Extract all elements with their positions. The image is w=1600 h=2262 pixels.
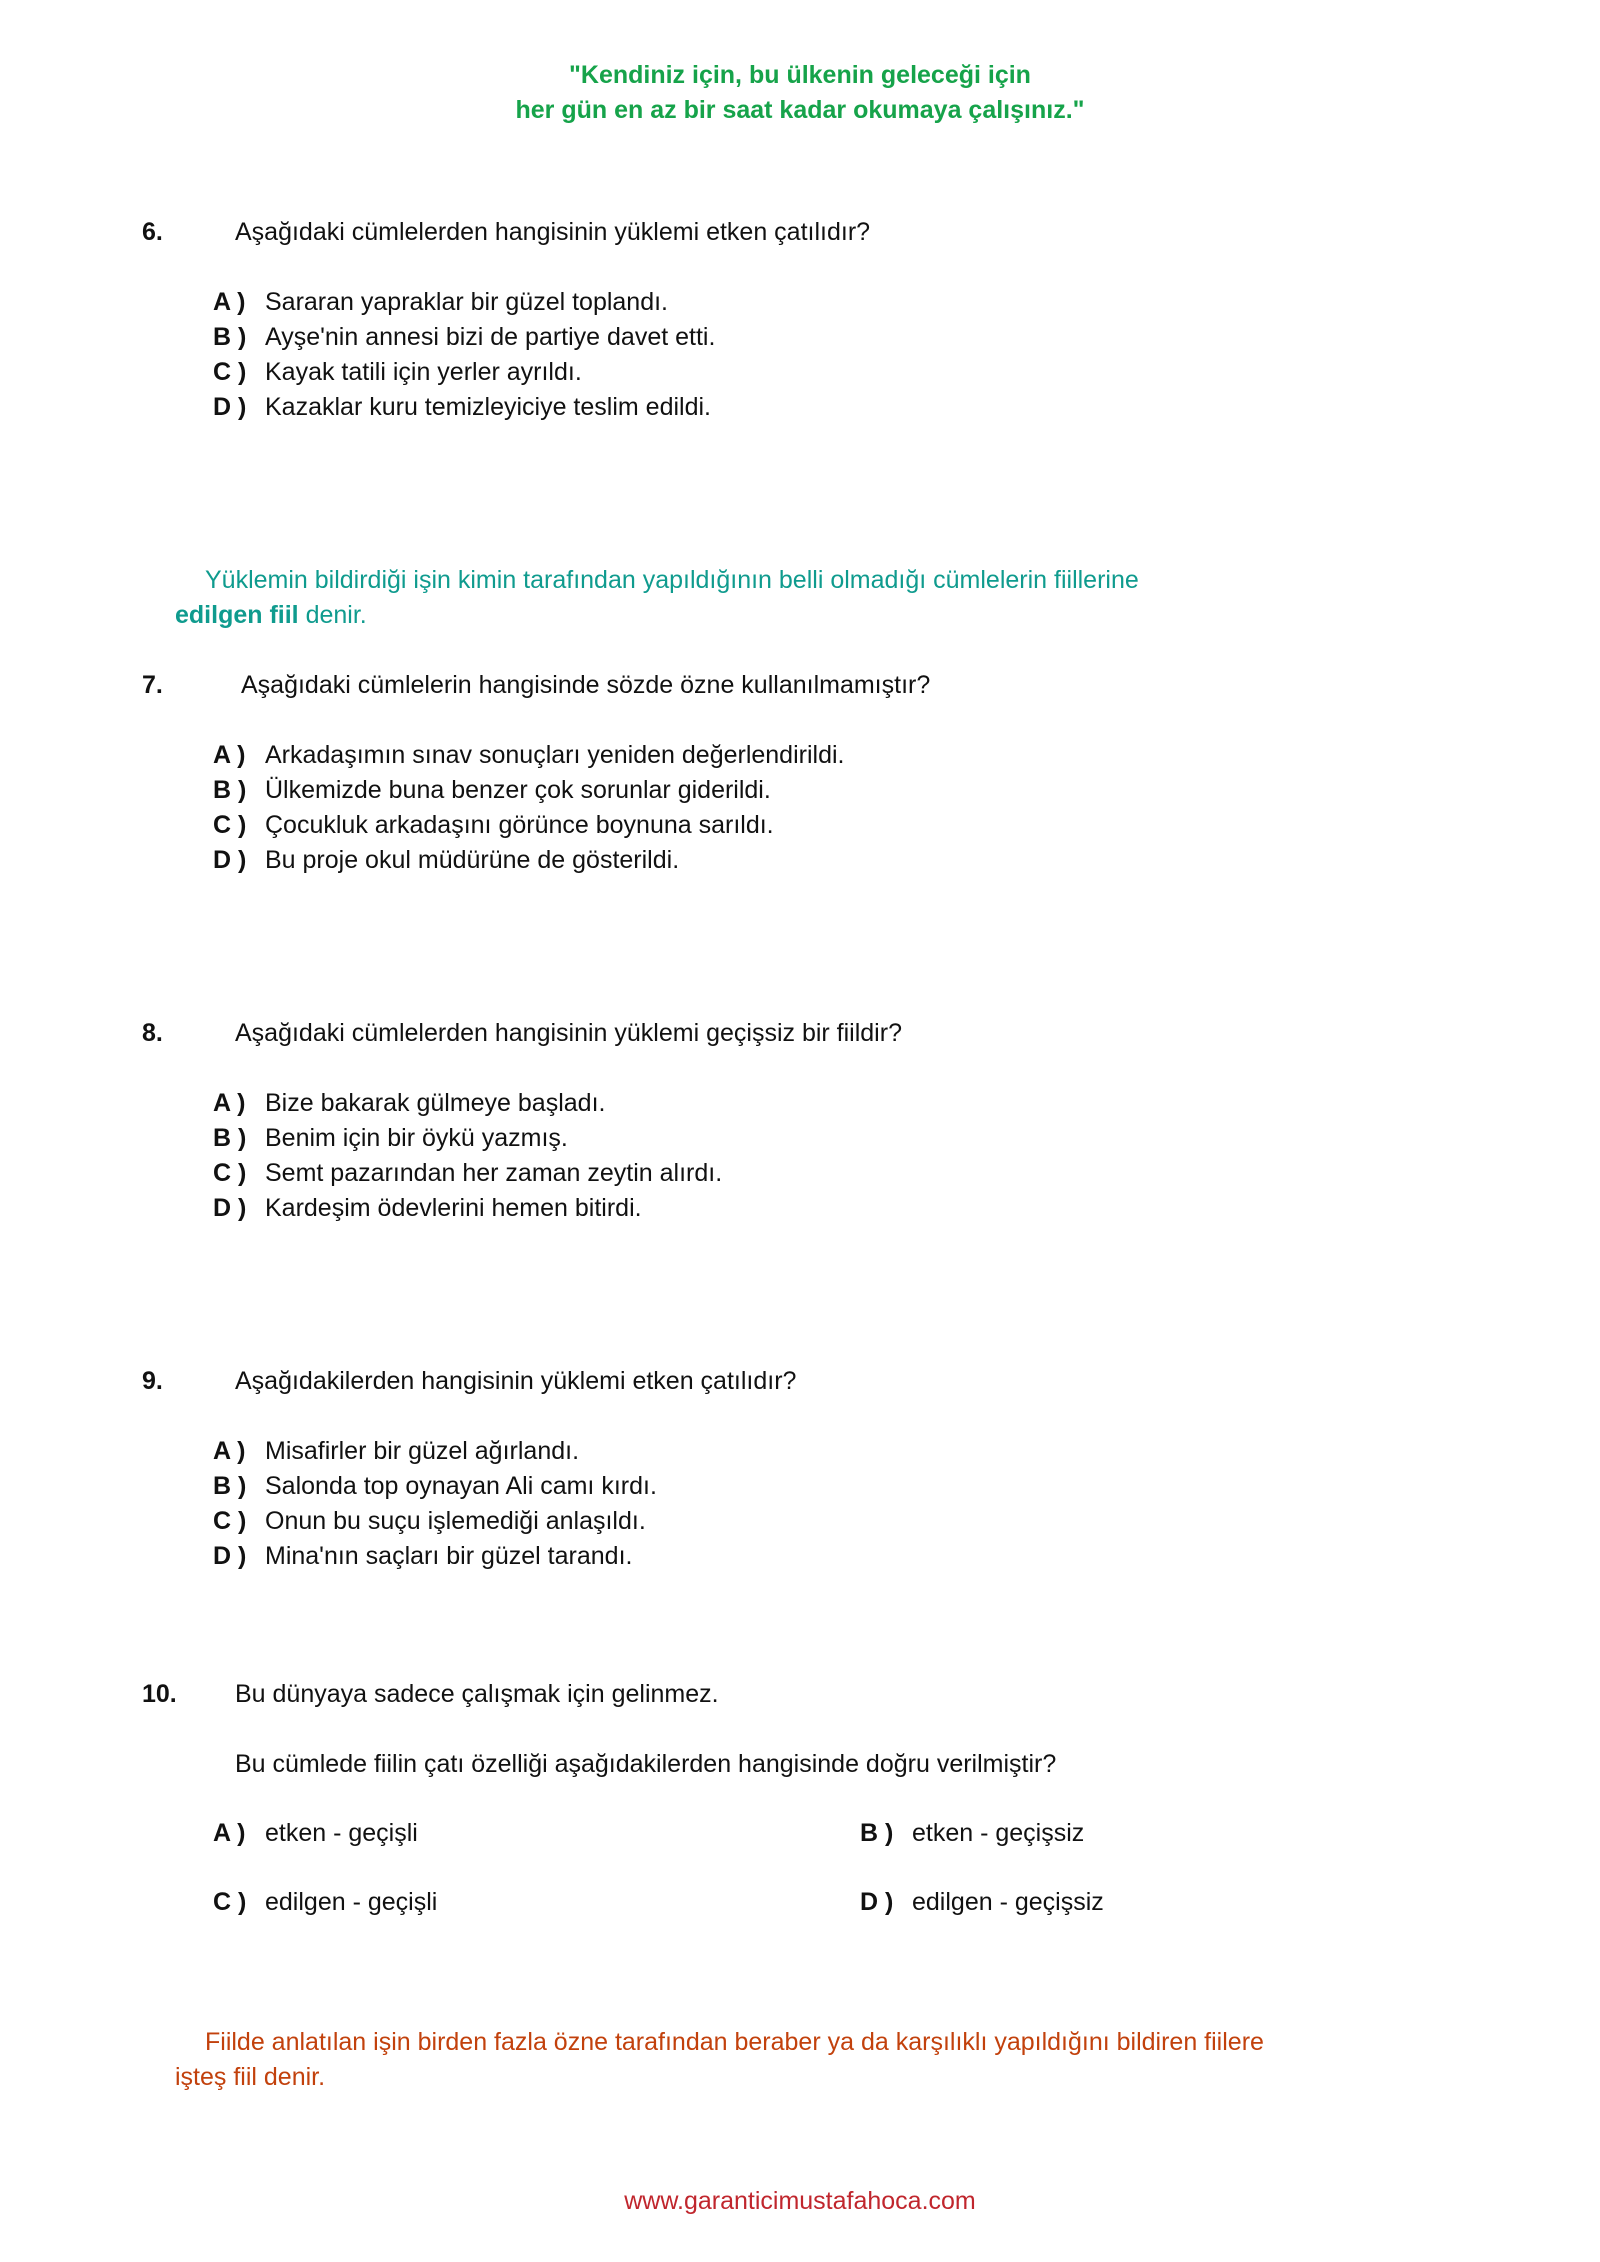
option-b[interactable]: B ) Salonda top oynayan Ali camı kırdı. [213,1472,657,1500]
option-b[interactable]: B ) Ayşe'nin annesi bizi de partiye davet etti. [213,323,716,351]
question-number: 9. [142,1367,163,1395]
question-text: Aşağıdaki cümlelerin hangisinde sözde özne kullanılmamıştır? [241,671,931,699]
note-line-2: edilgen fiil denir. [175,601,367,629]
option-a[interactable]: A ) Misafirler bir güzel ağırlandı. [213,1437,580,1465]
option-a[interactable]: A ) etken - geçişli [213,1819,418,1847]
question-number: 7. [142,671,163,699]
option-c[interactable]: C ) edilgen - geçişli [213,1888,438,1916]
option-d[interactable]: D ) Bu proje okul müdürüne de gösterildi. [213,846,680,874]
info-note-edilgen [175,563,1139,633]
question-number: 6. [142,218,163,246]
option-d[interactable]: D ) edilgen - geçişsiz [860,1888,1104,1916]
question-text: Aşağıdakilerden hangisinin yüklemi etken çatılıdır? [235,1367,797,1395]
question-number: 10. [142,1680,177,1708]
option-c[interactable]: C ) Kayak tatili için yerler ayrıldı. [213,358,582,386]
quote-line-1: "Kendiniz için, bu ülkenin geleceği için [569,61,1031,89]
question-text: Bu dünyaya sadece çalışmak için gelinmez. [235,1680,719,1708]
header-quote [0,58,1600,128]
option-a[interactable]: A ) Arkadaşımın sınav sonuçları yeniden değerlendirildi. [213,741,845,769]
option-c[interactable]: C ) Semt pazarından her zaman zeytin alırdı. [213,1159,723,1187]
option-a[interactable]: A ) Sararan yapraklar bir güzel toplandı. [213,288,669,316]
quote-line-2: her gün en az bir saat kadar okumaya çalışınız." [515,96,1085,124]
option-b[interactable]: B ) Benim için bir öykü yazmış. [213,1124,568,1152]
option-d[interactable]: D ) Mina'nın saçları bir güzel tarandı. [213,1542,633,1570]
note-line-2: işteş fiil denir. [175,2063,326,2091]
option-b[interactable]: B ) Ülkemizde buna benzer çok sorunlar giderildi. [213,776,771,804]
note-term: edilgen fiil [175,601,299,629]
option-c[interactable]: C ) Çocukluk arkadaşını görünce boynuna sarıldı. [213,811,774,839]
note-line-1: Fiilde anlatılan işin birden fazla özne tarafından beraber ya da karşılıklı yapıldığını bildiren fiilere [205,2028,1264,2056]
note-line-1: Yüklemin bildirdiği işin kimin tarafından yapıldığının belli olmadığı cümlelerin fiillerine [205,566,1139,594]
option-c[interactable]: C ) Onun bu suçu işlemediği anlaşıldı. [213,1507,646,1535]
option-a[interactable]: A ) Bize bakarak gülmeye başladı. [213,1089,606,1117]
info-note-istes [175,2025,1264,2095]
question-text: Aşağıdaki cümlelerden hangisinin yüklemi etken çatılıdır? [235,218,871,246]
question-text: Aşağıdaki cümlelerden hangisinin yüklemi geçişsiz bir fiildir? [235,1019,902,1047]
question-number: 8. [142,1019,163,1047]
question-subtext: Bu cümlede fiilin çatı özelliği aşağıdakilerden hangisinde doğru verilmiştir? [235,1750,1057,1778]
option-d[interactable]: D ) Kazaklar kuru temizleyiciye teslim edildi. [213,393,711,421]
option-b[interactable]: B ) etken - geçişsiz [860,1819,1085,1847]
footer-url[interactable]: www.garanticimustafahoca.com [624,2187,976,2215]
option-d[interactable]: D ) Kardeşim ödevlerini hemen bitirdi. [213,1194,642,1222]
